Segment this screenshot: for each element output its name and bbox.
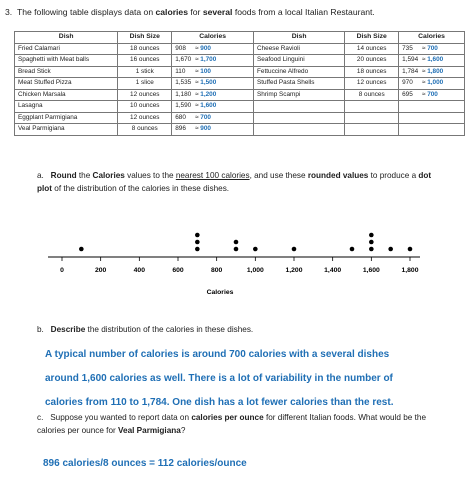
part-a-label: a. xyxy=(37,171,44,180)
tick-label: 200 xyxy=(94,267,107,274)
calories-rounded: 1,200 xyxy=(200,90,217,98)
question-heading xyxy=(5,7,375,17)
cell-dish: Bread Stick xyxy=(15,66,118,78)
approx-symbol: ≈ xyxy=(420,44,428,52)
approx-symbol: ≈ xyxy=(193,102,201,110)
cell-dish-size: 18 ounces xyxy=(345,66,399,78)
approx-symbol: ≈ xyxy=(193,113,201,121)
dot xyxy=(195,247,200,252)
cell-calories xyxy=(172,101,254,113)
cell-calories xyxy=(399,43,465,55)
cell-dish-size: 1 slice xyxy=(118,78,172,90)
cell-dish xyxy=(254,101,345,113)
tick-label: 0 xyxy=(60,267,64,274)
cell-dish-size: 14 ounces xyxy=(345,43,399,55)
part-c-text: ? xyxy=(180,425,186,435)
calories-original: 735 xyxy=(402,44,413,52)
cell-dish-size: 12 ounces xyxy=(118,89,172,101)
cell-calories xyxy=(172,43,254,55)
part-a-text: , and use these xyxy=(249,171,308,180)
dot xyxy=(234,247,239,252)
header-dish-size-2: Dish Size xyxy=(345,32,399,44)
dot xyxy=(369,240,374,245)
calories-rounded: 1,800 xyxy=(427,67,444,75)
approx-symbol: ≈ xyxy=(193,56,201,64)
header-dish-size: Dish Size xyxy=(118,32,172,44)
header-calories: Calories xyxy=(172,32,254,44)
part-b-answer-line: calories from 110 to 1,784. One dish has a lot fewer calories than the rest. xyxy=(45,397,394,408)
part-c-text: Suppose you wanted to report data on xyxy=(50,413,192,422)
cell-calories xyxy=(399,78,465,90)
cell-calories xyxy=(399,124,465,136)
cell-calories xyxy=(172,112,254,124)
cell-dish-size xyxy=(345,124,399,136)
cell-dish-size: 20 ounces xyxy=(345,55,399,67)
approx-symbol: ≈ xyxy=(420,67,428,75)
part-a-prompt xyxy=(37,170,447,195)
approx-symbol: ≈ xyxy=(193,90,201,98)
calories-rounded: 700 xyxy=(427,44,438,52)
approx-symbol: ≈ xyxy=(420,79,428,87)
cell-dish-size: 18 ounces xyxy=(118,43,172,55)
dot xyxy=(195,233,200,238)
dot xyxy=(79,247,84,252)
cell-dish: Seafood Linguini xyxy=(254,55,345,67)
cell-dish: Meat Stuffed Pizza xyxy=(15,78,118,90)
tick-label: 400 xyxy=(133,267,146,274)
table-row xyxy=(15,101,465,113)
calories-original: 1,180 xyxy=(175,90,192,98)
part-c-veal: Veal Parmigiana xyxy=(118,425,181,435)
cell-dish-size: 8 ounces xyxy=(118,124,172,136)
header-dish-2: Dish xyxy=(254,32,345,44)
calories-rounded: 1,500 xyxy=(200,79,217,87)
part-b-text: the distribution of the calories in these dishes. xyxy=(85,325,254,334)
calories-rounded: 1,700 xyxy=(200,56,217,64)
table-row xyxy=(15,66,465,78)
cell-calories xyxy=(399,101,465,113)
table-row xyxy=(15,43,465,55)
cell-dish-size: 16 ounces xyxy=(118,55,172,67)
question-text-post: foods from a local Italian Restaurant. xyxy=(232,7,375,17)
cell-dish-size xyxy=(345,101,399,113)
dot xyxy=(292,247,297,252)
tick-label: 800 xyxy=(210,267,223,274)
calories-rounded: 900 xyxy=(200,125,211,133)
cell-dish-size: 12 ounces xyxy=(118,112,172,124)
calories-original: 680 xyxy=(175,113,186,121)
part-b-answer-line: A typical number of calories is around 700 calories with a several dishes xyxy=(45,349,390,360)
part-c-answer: 896 calories/8 ounces = 112 calories/ounce xyxy=(43,458,247,469)
dot xyxy=(253,247,258,252)
part-b-answer xyxy=(45,343,455,415)
part-b-prompt xyxy=(37,325,253,334)
part-c-text: for different Italian foods. What would be the calories per ounce for xyxy=(37,413,427,435)
table-row xyxy=(15,89,465,101)
calories-original: 1,590 xyxy=(175,102,192,110)
part-c-prompt xyxy=(37,412,447,437)
calories-original: 695 xyxy=(402,90,413,98)
cell-calories xyxy=(172,124,254,136)
cell-calories xyxy=(399,55,465,67)
part-a-text: the xyxy=(76,171,93,180)
cell-calories xyxy=(399,66,465,78)
tick-label: 600 xyxy=(172,267,184,274)
cell-calories xyxy=(399,112,465,124)
calories-original: 970 xyxy=(402,79,413,87)
calories-rounded: 100 xyxy=(200,67,211,75)
cell-calories xyxy=(172,78,254,90)
table-row xyxy=(15,112,465,124)
table-header-row xyxy=(15,32,465,44)
approx-symbol: ≈ xyxy=(193,125,201,133)
part-a-text: of the distribution of the calories in these dishes. xyxy=(52,183,230,193)
question-bold-several: several xyxy=(202,7,233,17)
table-row xyxy=(15,55,465,67)
cell-dish: Fried Calamari xyxy=(15,43,118,55)
cell-dish xyxy=(254,124,345,136)
cell-dish: Stuffed Pasta Shells xyxy=(254,78,345,90)
approx-symbol: ≈ xyxy=(420,56,428,64)
calories-original: 110 xyxy=(175,67,186,75)
part-a-nearest: nearest 100 calories xyxy=(175,171,250,180)
calories-rounded: 900 xyxy=(200,44,211,52)
tick-label: 1,200 xyxy=(285,267,303,274)
cell-dish: Fettuccine Alfredo xyxy=(254,66,345,78)
calories-rounded: 1,600 xyxy=(427,56,444,64)
cell-dish: Cheese Ravioli xyxy=(254,43,345,55)
cell-dish-size: 12 ounces xyxy=(345,78,399,90)
cell-calories xyxy=(399,89,465,101)
calories-original: 908 xyxy=(175,44,186,52)
part-b-describe: Describe xyxy=(50,325,86,334)
cell-dish: Spaghetti with Meat balls xyxy=(15,55,118,67)
calories-original: 1,594 xyxy=(402,56,419,64)
part-a-dot-plot: dot plot xyxy=(37,171,432,193)
approx-symbol: ≈ xyxy=(193,79,201,87)
part-a-text: values to the xyxy=(124,171,176,180)
dot xyxy=(369,247,374,252)
cell-dish-size: 10 ounces xyxy=(118,101,172,113)
cell-dish xyxy=(254,112,345,124)
cell-dish: Eggplant Parmigiana xyxy=(15,112,118,124)
calorie-table xyxy=(14,31,465,136)
question-bold-calories: calories xyxy=(155,7,188,17)
dot-plot-dots xyxy=(79,233,412,252)
calories-rounded: 700 xyxy=(427,90,438,98)
cell-calories xyxy=(172,55,254,67)
calories-rounded: 1,600 xyxy=(200,102,217,110)
cell-dish: Shrimp Scampi xyxy=(254,89,345,101)
header-calories-2: Calories xyxy=(399,32,465,44)
tick-label: 1,000 xyxy=(246,267,264,274)
part-a-rounded-values: rounded values xyxy=(307,171,369,180)
calories-original: 1,535 xyxy=(175,79,192,87)
table-row xyxy=(15,124,465,136)
dot xyxy=(369,233,374,238)
calories-original: 1,784 xyxy=(402,67,419,75)
cell-calories xyxy=(172,89,254,101)
part-b-answer-line: around 1,600 calories as well. There is a lot of variability in the number of xyxy=(45,373,393,384)
approx-symbol: ≈ xyxy=(193,67,201,75)
dot-plot xyxy=(0,205,465,305)
tick-label: 1,600 xyxy=(362,267,380,274)
part-b-label: b. xyxy=(37,325,44,334)
dot xyxy=(195,240,200,245)
table-row xyxy=(15,78,465,90)
table-body xyxy=(15,43,465,135)
part-c-label: c. xyxy=(37,413,44,422)
tick-label: 1,400 xyxy=(324,267,342,274)
tick-label: 1,800 xyxy=(401,267,419,274)
question-text-mid: for xyxy=(188,7,203,17)
cell-dish: Lasagna xyxy=(15,101,118,113)
question-number: 3. xyxy=(5,7,13,17)
calories-rounded: 700 xyxy=(200,113,211,121)
cell-dish: Chicken Marsala xyxy=(15,89,118,101)
calories-original: 1,670 xyxy=(175,56,192,64)
part-c-calories-per-ounce: calories per ounce xyxy=(191,413,264,422)
dot-plot-ticks xyxy=(60,257,419,274)
dot xyxy=(234,240,239,245)
cell-dish-size xyxy=(345,112,399,124)
part-a-round: Round xyxy=(50,171,77,180)
calories-original: 896 xyxy=(175,125,186,133)
question-text: The following table displays data on xyxy=(16,7,156,17)
dot xyxy=(388,247,393,252)
header-dish: Dish xyxy=(15,32,118,44)
dot xyxy=(350,247,355,252)
dot xyxy=(408,247,413,252)
cell-dish: Veal Parmigiana xyxy=(15,124,118,136)
approx-symbol: ≈ xyxy=(420,90,428,98)
cell-dish-size: 1 stick xyxy=(118,66,172,78)
cell-calories xyxy=(172,66,254,78)
dot-plot-xlabel: Calories xyxy=(206,289,234,296)
approx-symbol: ≈ xyxy=(193,44,201,52)
part-a-text: to produce a xyxy=(368,171,419,180)
cell-dish-size: 8 ounces xyxy=(345,89,399,101)
part-a-calories: Calories xyxy=(92,171,125,180)
calories-rounded: 1,000 xyxy=(427,79,444,87)
